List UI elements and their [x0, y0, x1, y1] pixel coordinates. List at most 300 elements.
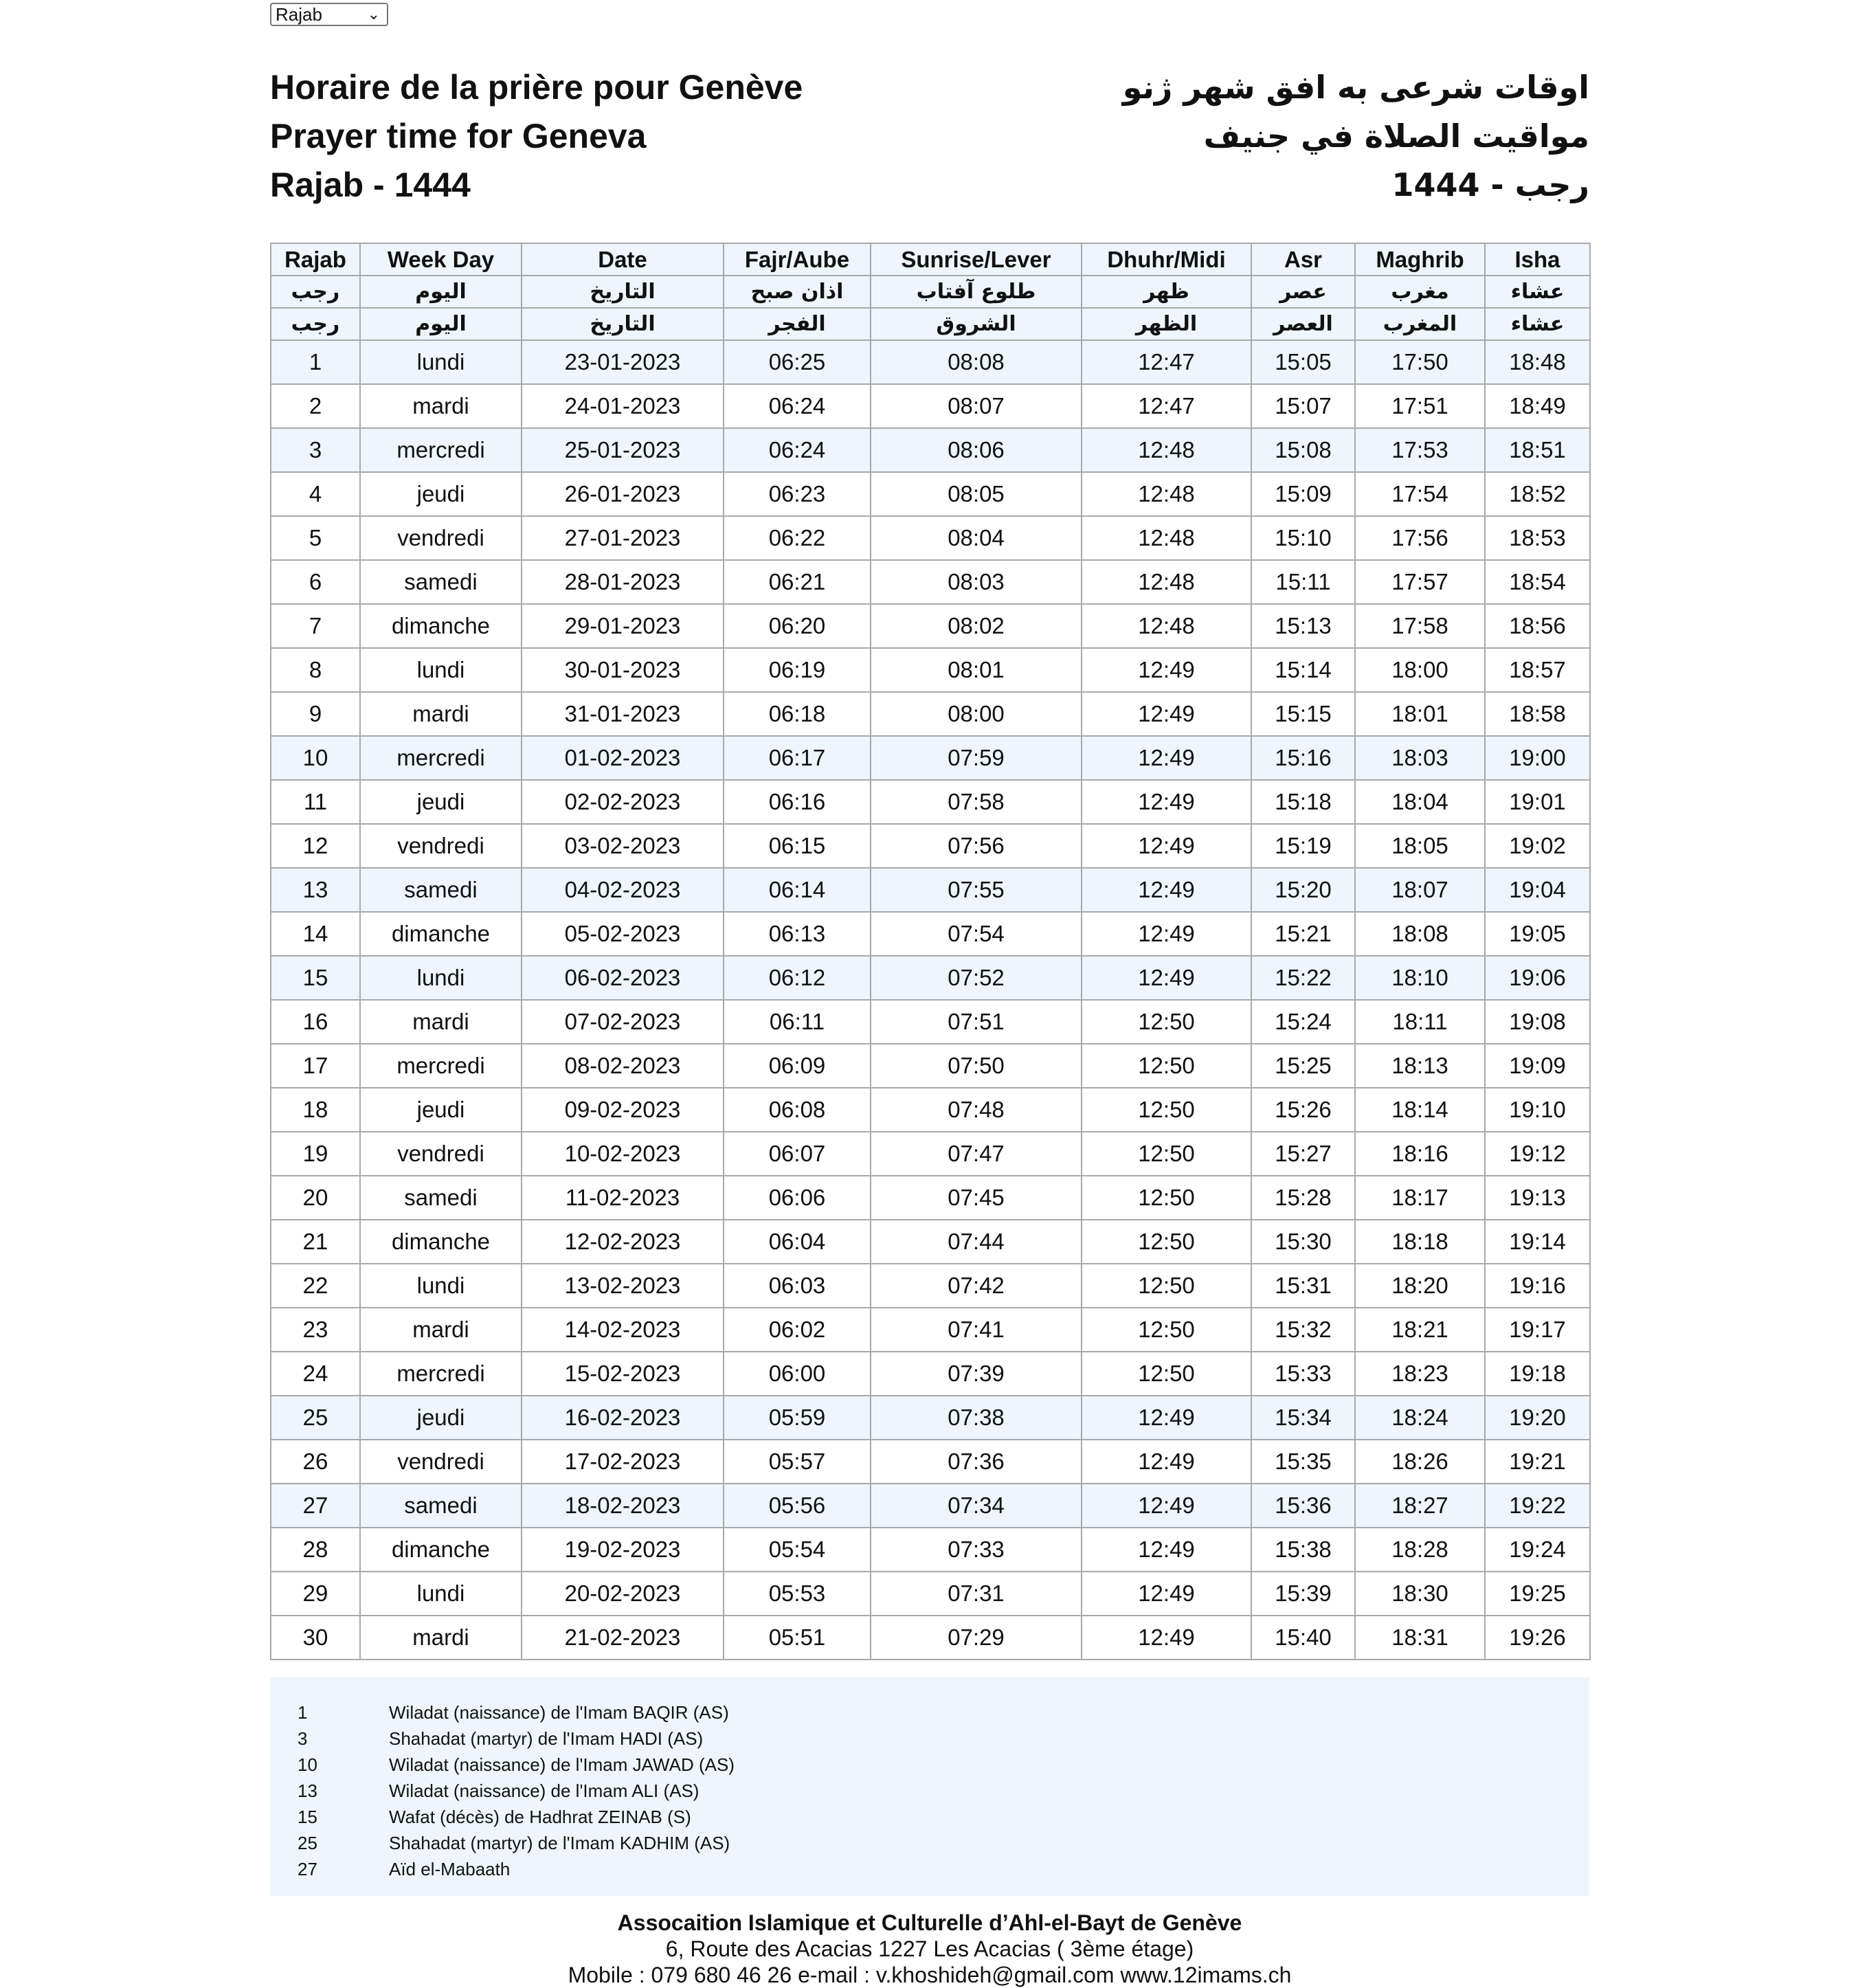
titles-latin — [270, 63, 803, 210]
table-row — [271, 780, 1590, 824]
table-cell: jeudi — [360, 1088, 522, 1132]
table-cell: 29 — [271, 1572, 360, 1616]
table-cell: 18:52 — [1485, 472, 1590, 516]
event-text: Wiladat (naissance) de l'Imam BAQIR (AS) — [389, 1702, 729, 1723]
table-cell: 15:32 — [1251, 1308, 1355, 1352]
event-day: 25 — [298, 1833, 317, 1853]
table-cell: 31-01-2023 — [522, 692, 724, 736]
table-cell: 12:49 — [1082, 1616, 1251, 1660]
table-cell: 07:38 — [871, 1396, 1082, 1440]
table-cell: 19:26 — [1485, 1616, 1590, 1660]
table-row — [271, 1220, 1590, 1264]
event-day: 27 — [298, 1859, 317, 1879]
table-cell: 27-01-2023 — [522, 516, 724, 560]
title-month-year: Rajab - 1444 — [270, 166, 471, 204]
table-cell: 18:01 — [1355, 692, 1485, 736]
table-cell: 14 — [271, 912, 360, 956]
table-cell: 05:59 — [724, 1396, 871, 1440]
persian-header-cell: ظهر — [1082, 276, 1251, 308]
title-month-year-arabic: رجب - 1444 — [1391, 166, 1589, 203]
table-cell: 08:01 — [871, 648, 1082, 692]
table-cell: 12:48 — [1082, 604, 1251, 648]
table-cell: samedi — [360, 1484, 522, 1528]
event-item — [270, 1856, 1589, 1882]
table-row — [271, 736, 1590, 780]
arabic-header-cell: رجب — [271, 308, 360, 340]
table-row — [271, 472, 1590, 516]
table-cell: mardi — [360, 1000, 522, 1044]
table-row — [271, 560, 1590, 604]
table-cell: 07-02-2023 — [522, 1000, 724, 1044]
table-cell: 15:39 — [1251, 1572, 1355, 1616]
table-cell: 12:48 — [1082, 516, 1251, 560]
title-english: Prayer time for Geneva — [270, 117, 647, 155]
table-cell: 12:50 — [1082, 1044, 1251, 1088]
table-cell: 12:49 — [1082, 1396, 1251, 1440]
table-cell: lundi — [360, 648, 522, 692]
table-cell: 30 — [271, 1616, 360, 1660]
table-cell: dimanche — [360, 1220, 522, 1264]
footer-address: 6, Route des Acacias 1227 Les Acacias ( 3ème étage) — [665, 1936, 1194, 1961]
table-cell: 18:56 — [1485, 604, 1590, 648]
table-cell: 24-01-2023 — [522, 384, 724, 428]
table-row — [271, 1572, 1590, 1616]
table-row — [271, 1352, 1590, 1396]
table-cell: 05:53 — [724, 1572, 871, 1616]
table-cell: lundi — [360, 340, 522, 384]
persian-header-cell: طلوع آفتاب — [871, 276, 1082, 308]
table-cell: 08:06 — [871, 428, 1082, 472]
table-cell: 17:53 — [1355, 428, 1485, 472]
table-cell: 12:49 — [1082, 736, 1251, 780]
table-cell: 06:14 — [724, 868, 871, 912]
event-item — [270, 1752, 1589, 1778]
table-cell: 18:11 — [1355, 1000, 1485, 1044]
table-cell: 18:08 — [1355, 912, 1485, 956]
table-cell: 4 — [271, 472, 360, 516]
table-cell: 8 — [271, 648, 360, 692]
table-cell: 19 — [271, 1132, 360, 1176]
table-cell: mardi — [360, 692, 522, 736]
table-cell: 07:48 — [871, 1088, 1082, 1132]
chevron-down-icon: ⌄ — [367, 5, 380, 23]
table-cell: 18:54 — [1485, 560, 1590, 604]
table-cell: 15:14 — [1251, 648, 1355, 692]
table-cell: 12:49 — [1082, 912, 1251, 956]
persian-header-cell: عصر — [1251, 276, 1355, 308]
table-cell: 18:10 — [1355, 956, 1485, 1000]
table-cell: 28 — [271, 1528, 360, 1572]
table-cell: jeudi — [360, 780, 522, 824]
table-cell: 23 — [271, 1308, 360, 1352]
table-cell: 06:18 — [724, 692, 871, 736]
arabic-header-cell: التاريخ — [522, 308, 724, 340]
table-cell: 12:49 — [1082, 1572, 1251, 1616]
table-cell: 15:24 — [1251, 1000, 1355, 1044]
table-cell: 18:14 — [1355, 1088, 1485, 1132]
table-cell: 10 — [271, 736, 360, 780]
table-cell: 06:25 — [724, 340, 871, 384]
event-item — [270, 1830, 1589, 1856]
table-cell: 17-02-2023 — [522, 1440, 724, 1484]
table-row — [271, 648, 1590, 692]
table-cell: 26-01-2023 — [522, 472, 724, 516]
table-cell: 15:33 — [1251, 1352, 1355, 1396]
footer-contact: Mobile : 079 680 46 26 e-mail : v.khoshideh@gmail.com www.12imams.ch — [568, 1963, 1292, 1987]
table-cell: 19:14 — [1485, 1220, 1590, 1264]
table-cell: mercredi — [360, 1044, 522, 1088]
table-cell: 18:24 — [1355, 1396, 1485, 1440]
english-header-cell: Isha — [1485, 243, 1590, 276]
table-cell: vendredi — [360, 516, 522, 560]
table-cell: lundi — [360, 956, 522, 1000]
event-day: 3 — [298, 1728, 308, 1749]
table-cell: vendredi — [360, 1440, 522, 1484]
table-cell: mardi — [360, 384, 522, 428]
arabic-header-cell: اليوم — [360, 308, 522, 340]
table-cell: 03-02-2023 — [522, 824, 724, 868]
table-cell: 12:50 — [1082, 1132, 1251, 1176]
table-row — [271, 1396, 1590, 1440]
table-cell: 18:05 — [1355, 824, 1485, 868]
table-cell: 07:52 — [871, 956, 1082, 1000]
table-cell: 30-01-2023 — [522, 648, 724, 692]
table-cell: 12:49 — [1082, 956, 1251, 1000]
footer-organization: Assocaition Islamique et Culturelle d’Ahl-el-Bayt de Genève — [617, 1910, 1242, 1935]
event-text: Aïd el-Mabaath — [389, 1859, 511, 1879]
table-cell: 17:50 — [1355, 340, 1485, 384]
table-cell: 07:39 — [871, 1352, 1082, 1396]
event-day: 1 — [298, 1702, 308, 1723]
table-row — [271, 824, 1590, 868]
table-cell: 01-02-2023 — [522, 736, 724, 780]
table-cell: 02-02-2023 — [522, 780, 724, 824]
table-cell: 12:50 — [1082, 1352, 1251, 1396]
table-cell: dimanche — [360, 604, 522, 648]
persian-header-cell: التاريخ — [522, 276, 724, 308]
table-cell: 07:41 — [871, 1308, 1082, 1352]
table-cell: 07:55 — [871, 868, 1082, 912]
table-row — [271, 1176, 1590, 1220]
table-cell: 06:16 — [724, 780, 871, 824]
table-cell: 20 — [271, 1176, 360, 1220]
table-cell: dimanche — [360, 1528, 522, 1572]
table-row — [271, 428, 1590, 472]
table-cell: 05:54 — [724, 1528, 871, 1572]
table-cell: 19:10 — [1485, 1088, 1590, 1132]
table-cell: dimanche — [360, 912, 522, 956]
table-cell: 05:57 — [724, 1440, 871, 1484]
table-cell: 29-01-2023 — [522, 604, 724, 648]
table-cell: 3 — [271, 428, 360, 472]
table-cell: 15:16 — [1251, 736, 1355, 780]
event-day: 15 — [298, 1807, 317, 1827]
table-cell: jeudi — [360, 1396, 522, 1440]
table-cell: 19:01 — [1485, 780, 1590, 824]
table-cell: 15:10 — [1251, 516, 1355, 560]
table-cell: 19:16 — [1485, 1264, 1590, 1308]
table-cell: 18:31 — [1355, 1616, 1485, 1660]
table-cell: 24 — [271, 1352, 360, 1396]
table-cell: 18:51 — [1485, 428, 1590, 472]
table-cell: 19:04 — [1485, 868, 1590, 912]
table-cell: 06:17 — [724, 736, 871, 780]
table-cell: 07:56 — [871, 824, 1082, 868]
table-cell: 19:02 — [1485, 824, 1590, 868]
table-cell: 18:17 — [1355, 1176, 1485, 1220]
event-item — [270, 1725, 1589, 1752]
table-cell: 12:50 — [1082, 1308, 1251, 1352]
table-cell: 06:19 — [724, 648, 871, 692]
table-cell: 12:49 — [1082, 824, 1251, 868]
table-cell: 12-02-2023 — [522, 1220, 724, 1264]
table-cell: vendredi — [360, 1132, 522, 1176]
table-cell: 07:29 — [871, 1616, 1082, 1660]
table-cell: 15:05 — [1251, 340, 1355, 384]
table-cell: 15:25 — [1251, 1044, 1355, 1088]
event-text: Wiladat (naissance) de l'Imam ALI (AS) — [389, 1780, 699, 1801]
table-cell: 19:13 — [1485, 1176, 1590, 1220]
table-cell: 07:51 — [871, 1000, 1082, 1044]
table-cell: 07:54 — [871, 912, 1082, 956]
table-row — [271, 1132, 1590, 1176]
table-cell: samedi — [360, 868, 522, 912]
table-cell: 18:58 — [1485, 692, 1590, 736]
table-cell: 18:26 — [1355, 1440, 1485, 1484]
table-cell: 19:09 — [1485, 1044, 1590, 1088]
table-cell: 19:06 — [1485, 956, 1590, 1000]
table-cell: 15:07 — [1251, 384, 1355, 428]
table-cell: 15:13 — [1251, 604, 1355, 648]
table-cell: 06:06 — [724, 1176, 871, 1220]
table-row — [271, 516, 1590, 560]
table-cell: 16-02-2023 — [522, 1396, 724, 1440]
table-cell: 19:25 — [1485, 1572, 1590, 1616]
event-day: 13 — [298, 1780, 317, 1801]
table-cell: 21-02-2023 — [522, 1616, 724, 1660]
table-cell: 07:31 — [871, 1572, 1082, 1616]
table-cell: 11-02-2023 — [522, 1176, 724, 1220]
table-cell: 18:18 — [1355, 1220, 1485, 1264]
header-row-english — [271, 243, 1590, 276]
english-header-cell: Rajab — [271, 243, 360, 276]
table-cell: mardi — [360, 1616, 522, 1660]
arabic-header-cell: الشروق — [871, 308, 1082, 340]
table-cell: 15:40 — [1251, 1616, 1355, 1660]
table-row — [271, 692, 1590, 736]
table-cell: mardi — [360, 1308, 522, 1352]
table-cell: 5 — [271, 516, 360, 560]
title-persian: اوقات شرعی به افق شهر ژنو — [1122, 69, 1589, 106]
table-cell: 06:11 — [724, 1000, 871, 1044]
table-cell: 9 — [271, 692, 360, 736]
table-cell: 15:30 — [1251, 1220, 1355, 1264]
table-cell: 06:00 — [724, 1352, 871, 1396]
table-row — [271, 604, 1590, 648]
english-header-cell: Asr — [1251, 243, 1355, 276]
table-cell: 25 — [271, 1396, 360, 1440]
table-cell: 08:03 — [871, 560, 1082, 604]
table-cell: 15:34 — [1251, 1396, 1355, 1440]
table-cell: 15:31 — [1251, 1264, 1355, 1308]
table-row — [271, 912, 1590, 956]
table-cell: 06-02-2023 — [522, 956, 724, 1000]
table-cell: lundi — [360, 1572, 522, 1616]
arabic-header-cell: الفجر — [724, 308, 871, 340]
table-cell: mercredi — [360, 1352, 522, 1396]
table-cell: 15:36 — [1251, 1484, 1355, 1528]
table-cell: 18:53 — [1485, 516, 1590, 560]
table-cell: 15:09 — [1251, 472, 1355, 516]
table-row — [271, 1440, 1590, 1484]
table-cell: 1 — [271, 340, 360, 384]
table-cell: 19:12 — [1485, 1132, 1590, 1176]
table-cell: 18:03 — [1355, 736, 1485, 780]
table-cell: 17:54 — [1355, 472, 1485, 516]
table-cell: 18:00 — [1355, 648, 1485, 692]
table-row — [271, 1616, 1590, 1660]
titles-arabic — [1123, 63, 1589, 210]
table-cell: 15 — [271, 956, 360, 1000]
table-cell: 12:47 — [1082, 384, 1251, 428]
table-row — [271, 1484, 1590, 1528]
table-cell: 06:24 — [724, 384, 871, 428]
table-cell: 19:05 — [1485, 912, 1590, 956]
table-cell: 07:50 — [871, 1044, 1082, 1088]
english-header-cell: Sunrise/Lever — [871, 243, 1082, 276]
table-cell: 08:02 — [871, 604, 1082, 648]
table-body — [271, 340, 1590, 1660]
table-cell: 17:56 — [1355, 516, 1485, 560]
table-cell: 12:50 — [1082, 1000, 1251, 1044]
table-cell: 06:03 — [724, 1264, 871, 1308]
english-header-cell: Maghrib — [1355, 243, 1485, 276]
table-cell: 20-02-2023 — [522, 1572, 724, 1616]
table-cell: 12:50 — [1082, 1264, 1251, 1308]
event-text: Shahadat (martyr) de l'Imam HADI (AS) — [389, 1728, 704, 1749]
table-cell: 25-01-2023 — [522, 428, 724, 472]
table-cell: 2 — [271, 384, 360, 428]
month-select[interactable] — [270, 3, 388, 26]
arabic-header-cell: عشاء — [1485, 308, 1590, 340]
page-titles — [270, 63, 1589, 214]
table-cell: 19:24 — [1485, 1528, 1590, 1572]
table-cell: 07:36 — [871, 1440, 1082, 1484]
arabic-header-cell: الظهر — [1082, 308, 1251, 340]
table-cell: 08:08 — [871, 340, 1082, 384]
table-cell: 06:07 — [724, 1132, 871, 1176]
table-cell: 6 — [271, 560, 360, 604]
english-header-cell: Fajr/Aube — [724, 243, 871, 276]
table-cell: 08:07 — [871, 384, 1082, 428]
table-cell: 17:58 — [1355, 604, 1485, 648]
table-cell: 23-01-2023 — [522, 340, 724, 384]
table-row — [271, 1000, 1590, 1044]
table-cell: 12:49 — [1082, 868, 1251, 912]
table-cell: 12:48 — [1082, 428, 1251, 472]
header-row-persian — [271, 276, 1590, 308]
table-cell: 18:20 — [1355, 1264, 1485, 1308]
table-cell: 12:47 — [1082, 340, 1251, 384]
persian-header-cell: عشاء — [1485, 276, 1590, 308]
table-cell: 21 — [271, 1220, 360, 1264]
table-cell: 12:49 — [1082, 780, 1251, 824]
table-cell: 08:04 — [871, 516, 1082, 560]
table-row — [271, 956, 1590, 1000]
table-cell: 19:21 — [1485, 1440, 1590, 1484]
table-cell: mercredi — [360, 736, 522, 780]
table-cell: 06:22 — [724, 516, 871, 560]
table-cell: 19:22 — [1485, 1484, 1590, 1528]
event-item — [270, 1778, 1589, 1804]
table-cell: 15:27 — [1251, 1132, 1355, 1176]
table-cell: 18:28 — [1355, 1528, 1485, 1572]
persian-header-cell: رجب — [271, 276, 360, 308]
month-select-value: Rajab — [276, 4, 322, 25]
table-cell: 11 — [271, 780, 360, 824]
table-cell: 15:08 — [1251, 428, 1355, 472]
english-header-cell: Dhuhr/Midi — [1082, 243, 1251, 276]
table-cell: 06:24 — [724, 428, 871, 472]
table-cell: 19-02-2023 — [522, 1528, 724, 1572]
persian-header-cell: اذان صبح — [724, 276, 871, 308]
table-cell: 12 — [271, 824, 360, 868]
table-cell: 17 — [271, 1044, 360, 1088]
table-cell: 15:15 — [1251, 692, 1355, 736]
table-cell: 15:21 — [1251, 912, 1355, 956]
table-cell: vendredi — [360, 824, 522, 868]
table-row — [271, 1528, 1590, 1572]
table-cell: 13 — [271, 868, 360, 912]
table-cell: 10-02-2023 — [522, 1132, 724, 1176]
events-list — [270, 1677, 1589, 1896]
table-cell: 19:17 — [1485, 1308, 1590, 1352]
table-cell: 18:57 — [1485, 648, 1590, 692]
table-cell: 18:49 — [1485, 384, 1590, 428]
table-cell: 18:48 — [1485, 340, 1590, 384]
table-cell: 15:26 — [1251, 1088, 1355, 1132]
table-cell: lundi — [360, 1264, 522, 1308]
arabic-header-cell: المغرب — [1355, 308, 1485, 340]
table-cell: 12:49 — [1082, 648, 1251, 692]
table-cell: 18:13 — [1355, 1044, 1485, 1088]
table-cell: 07:45 — [871, 1176, 1082, 1220]
table-cell: 26 — [271, 1440, 360, 1484]
table-row — [271, 1308, 1590, 1352]
table-cell: 13-02-2023 — [522, 1264, 724, 1308]
table-cell: 07:59 — [871, 736, 1082, 780]
table-cell: 06:02 — [724, 1308, 871, 1352]
table-cell: 15:22 — [1251, 956, 1355, 1000]
table-cell: 28-01-2023 — [522, 560, 724, 604]
table-cell: 06:08 — [724, 1088, 871, 1132]
table-cell: 07:58 — [871, 780, 1082, 824]
table-cell: 14-02-2023 — [522, 1308, 724, 1352]
title-french: Horaire de la prière pour Genève — [270, 68, 803, 107]
table-row — [271, 868, 1590, 912]
table-cell: 12:50 — [1082, 1176, 1251, 1220]
table-cell: 05:51 — [724, 1616, 871, 1660]
table-cell: 09-02-2023 — [522, 1088, 724, 1132]
table-cell: 15-02-2023 — [522, 1352, 724, 1396]
table-cell: 05:56 — [724, 1484, 871, 1528]
table-cell: 15:18 — [1251, 780, 1355, 824]
table-cell: 7 — [271, 604, 360, 648]
title-arabic: مواقيت الصلاة في جنيف — [1203, 118, 1589, 155]
table-cell: 06:13 — [724, 912, 871, 956]
table-cell: 06:15 — [724, 824, 871, 868]
table-cell: 18 — [271, 1088, 360, 1132]
